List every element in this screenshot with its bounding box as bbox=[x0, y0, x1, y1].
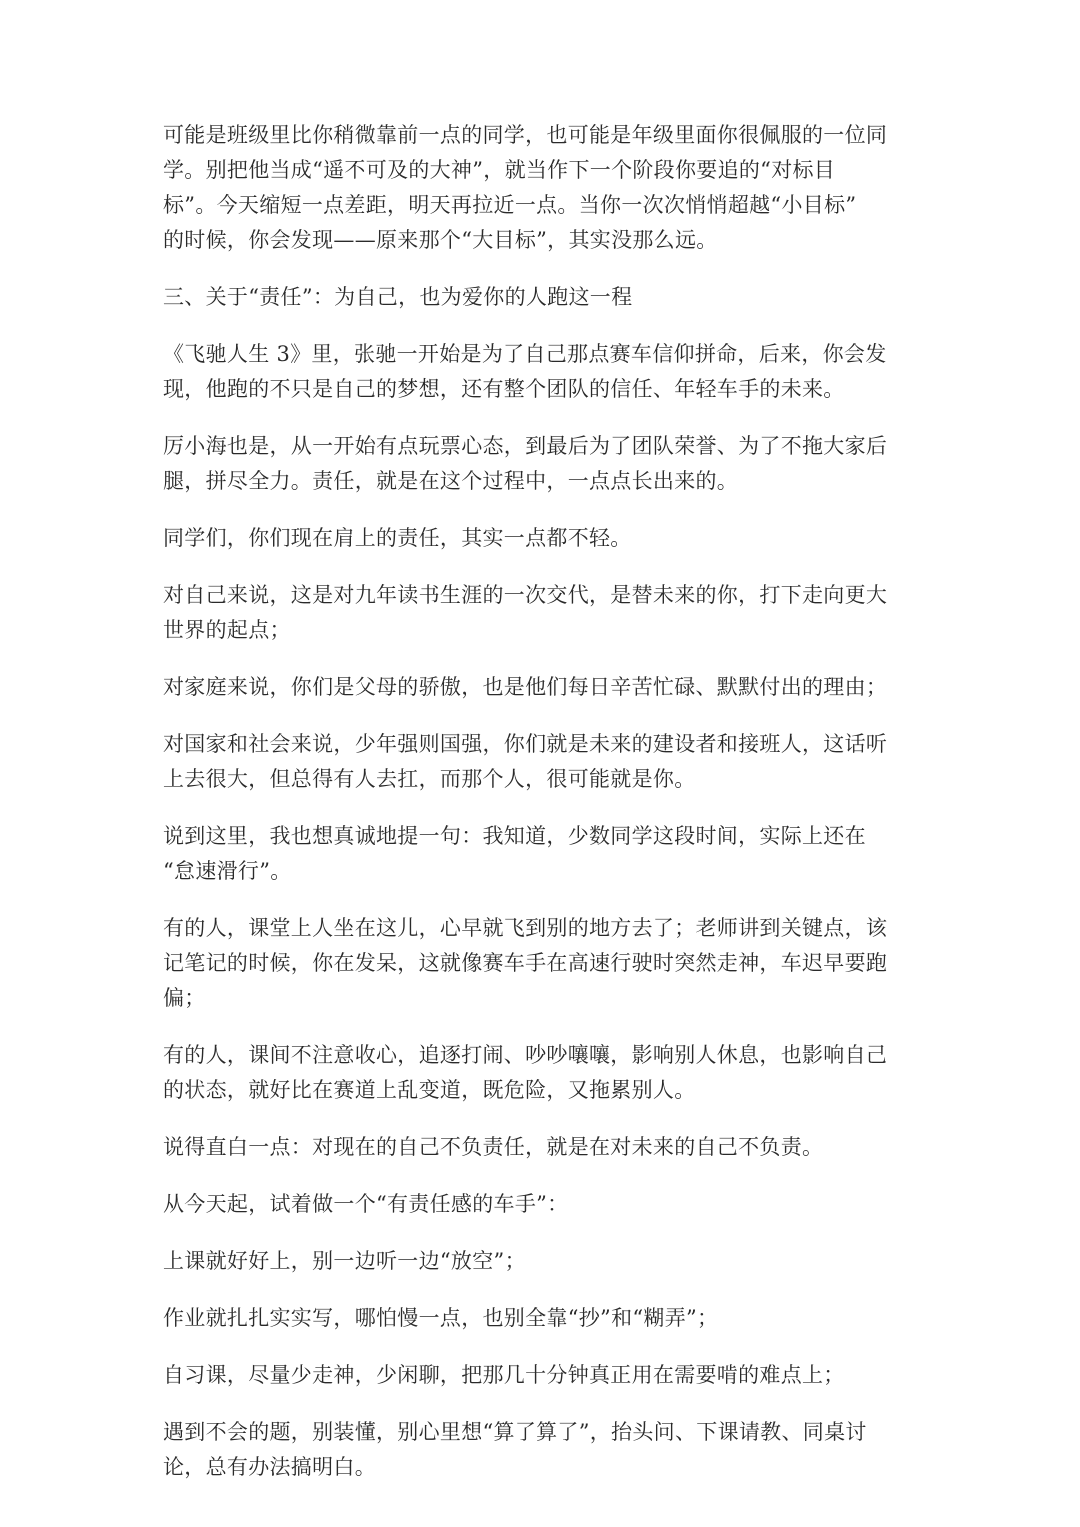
text-line: 有的人，课堂上人坐在这儿，心早就飞到别的地方去了；老师讲到关键点，该 bbox=[163, 916, 888, 940]
paragraph-3 bbox=[163, 337, 908, 407]
paragraph-16 bbox=[163, 1358, 908, 1393]
text-line: 自习课，尽量少走神，少闲聊，把那几十分钟真正用在需要啃的难点上； bbox=[163, 1363, 845, 1387]
paragraph-4 bbox=[163, 429, 908, 499]
text-line: 说得直白一点：对现在的自己不负责任，就是在对未来的自己不负责。 bbox=[163, 1135, 824, 1159]
text-line: 有的人，课间不注意收心，追逐打闹、吵吵嚷嚷，影响别人休息，也影响自己 bbox=[163, 1043, 888, 1067]
paragraph-6 bbox=[163, 578, 908, 648]
text-line: 世界的起点； bbox=[163, 618, 291, 642]
text-line: 论，总有办法搞明白。 bbox=[163, 1455, 376, 1479]
text-line: 同学们，你们现在肩上的责任，其实一点都不轻。 bbox=[163, 526, 632, 550]
text-line: 遇到不会的题，别装懂，别心里想“算了算了”，抬头问、下课请教、同桌讨 bbox=[163, 1420, 867, 1444]
paragraph-12 bbox=[163, 1130, 908, 1165]
text-line: 对家庭来说，你们是父母的骄傲，也是他们每日辛苦忙碌、默默付出的理由； bbox=[163, 675, 888, 699]
paragraph-17 bbox=[163, 1415, 908, 1485]
text-line: 作业就扎扎实实写，哪怕慢一点，也别全靠“抄”和“糊弄”； bbox=[163, 1306, 719, 1330]
paragraph-14 bbox=[163, 1244, 908, 1279]
text-line: 学。别把他当成“遥不可及的大神”，就当作下一个阶段你要追的“对标目 bbox=[163, 158, 836, 182]
section-heading bbox=[163, 280, 908, 315]
text-line: 从今天起，试着做一个“有责任感的车手”： bbox=[163, 1192, 569, 1216]
text-line: 记笔记的时候，你在发呆，这就像赛车手在高速行驶时突然走神，车迟早要跑 bbox=[163, 951, 888, 975]
heading-text: 三、关于“责任”：为自己，也为爱你的人跑这一程 bbox=[163, 285, 633, 309]
paragraph-9 bbox=[163, 819, 908, 889]
text-line: 上课就好好上，别一边听一边“放空”； bbox=[163, 1249, 526, 1273]
document-body bbox=[163, 118, 908, 1507]
text-line: 说到这里，我也想真诚地提一句：我知道，少数同学这段时间，实际上还在 bbox=[163, 824, 866, 848]
paragraph-13 bbox=[163, 1187, 908, 1222]
text-line: 《飞驰人生 3》里，张驰一开始是为了自己那点赛车信仰拼命，后来，你会发 bbox=[163, 342, 887, 366]
text-line: 厉小海也是，从一开始有点玩票心态，到最后为了团队荣誉、为了不拖大家后 bbox=[163, 434, 888, 458]
text-line: 对自己来说，这是对九年读书生涯的一次交代，是替未来的你，打下走向更大 bbox=[163, 583, 888, 607]
text-line: 对国家和社会来说，少年强则国强，你们就是未来的建设者和接班人，这话听 bbox=[163, 732, 888, 756]
paragraph-15 bbox=[163, 1301, 908, 1336]
paragraph-5 bbox=[163, 521, 908, 556]
text-line: “怠速滑行”。 bbox=[163, 859, 292, 883]
text-line: 偏； bbox=[163, 986, 206, 1010]
text-line: 可能是班级里比你稍微靠前一点的同学，也可能是年级里面你很佩服的一位同 bbox=[163, 123, 888, 147]
paragraph-8 bbox=[163, 727, 908, 797]
paragraph-11 bbox=[163, 1038, 908, 1108]
text-line: 标”。今天缩短一点差距，明天再拉近一点。当你一次次悄悄超越“小目标” bbox=[163, 193, 857, 217]
text-line: 的时候，你会发现——原来那个“大目标”，其实没那么远。 bbox=[163, 228, 718, 252]
text-line: 的状态，就好比在赛道上乱变道，既危险，又拖累别人。 bbox=[163, 1078, 696, 1102]
paragraph-10 bbox=[163, 911, 908, 1016]
text-line: 腿，拼尽全力。责任，就是在这个过程中，一点点长出来的。 bbox=[163, 469, 739, 493]
paragraph-1 bbox=[163, 118, 908, 258]
text-line: 现，他跑的不只是自己的梦想，还有整个团队的信任、年轻车手的未来。 bbox=[163, 377, 845, 401]
paragraph-7 bbox=[163, 670, 908, 705]
text-line: 上去很大，但总得有人去扛，而那个人，很可能就是你。 bbox=[163, 767, 696, 791]
